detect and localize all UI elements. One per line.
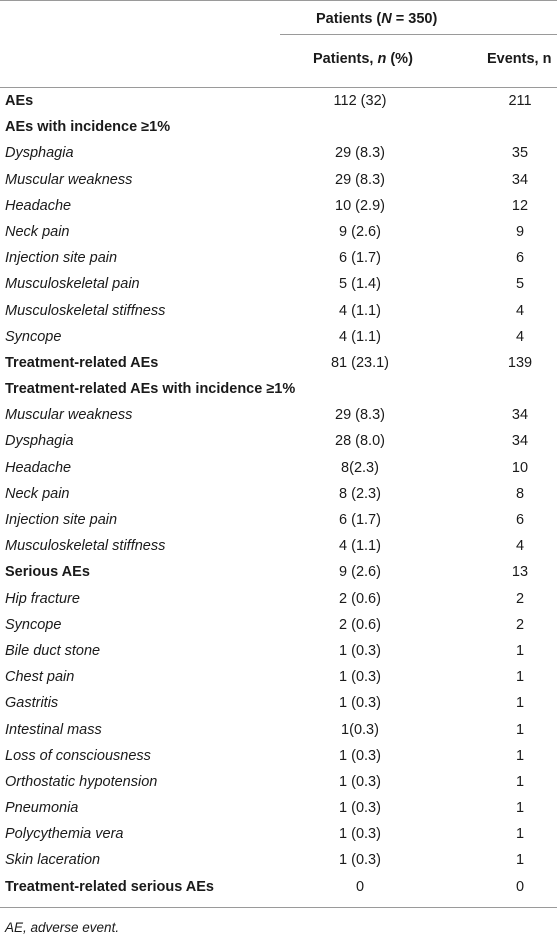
table-row — [0, 428, 557, 454]
row-label: Hip fracture — [5, 590, 80, 607]
patients-group-label: Patients (N = 350) — [316, 11, 438, 27]
row-events-value: 1 — [515, 826, 525, 843]
row-label: AEs — [5, 93, 34, 109]
row-label: Dysphagia — [5, 433, 74, 450]
table-body — [0, 88, 557, 900]
row-patients-value: 81 (23.1) — [330, 354, 390, 371]
row-patients-value: 1 (0.3) — [339, 642, 381, 659]
row-label: Chest pain — [5, 669, 75, 686]
table-row — [0, 481, 557, 507]
row-label: Dysphagia — [5, 145, 74, 162]
row-patients-value: 2 (0.6) — [339, 590, 381, 607]
table-row — [0, 638, 557, 664]
row-patients-value: 4 (1.1) — [339, 302, 381, 319]
row-label: Pneumonia — [5, 800, 79, 817]
row-patients-value: 9 (2.6) — [339, 223, 381, 240]
row-events-value: 8 — [515, 485, 525, 502]
row-label: Musculoskeletal pain — [5, 276, 140, 293]
row-patients-value: 5 (1.4) — [339, 276, 381, 293]
table-row — [0, 769, 557, 795]
row-events-value: 5 — [515, 276, 525, 293]
table-row — [0, 847, 557, 873]
table-footnote: AE, adverse event. — [5, 920, 120, 935]
table-row — [0, 743, 557, 769]
table-row — [0, 455, 557, 481]
row-label: AEs with incidence ≥1% — [5, 119, 171, 136]
row-label: Injection site pain — [5, 512, 118, 528]
table-row — [0, 664, 557, 690]
table-row — [0, 690, 557, 716]
row-label: Bile duct stone — [5, 642, 101, 659]
row-patients-value: 0 — [355, 878, 365, 895]
row-events-value: 13 — [511, 564, 529, 581]
row-label: Neck pain — [5, 485, 70, 502]
row-patients-value: 1 (0.3) — [339, 852, 381, 869]
row-events-value: 4 — [515, 538, 525, 555]
row-patients-value: 29 (8.3) — [335, 145, 385, 162]
row-patients-value: 8(2.3) — [341, 459, 379, 476]
row-events-value: 1 — [515, 721, 525, 738]
row-label: Musculoskeletal stiffness — [5, 538, 166, 555]
row-label: Treatment-related AEs with incidence ≥1% — [5, 381, 296, 398]
row-events-value: 34 — [511, 407, 529, 424]
row-patients-value: 1 (0.3) — [339, 773, 381, 790]
row-events-value: 1 — [515, 669, 525, 686]
row-events-value: 9 — [515, 223, 525, 240]
row-events-value: 1 — [515, 747, 525, 764]
row-label: Neck pain — [5, 223, 70, 240]
row-patients-value: 1 (0.3) — [339, 800, 381, 817]
row-patients-value: 1 (0.3) — [339, 695, 381, 712]
row-label: Muscular weakness — [5, 407, 133, 424]
row-events-value: 34 — [511, 171, 529, 188]
row-label: Treatment-related AEs — [5, 354, 159, 371]
table-row — [0, 245, 557, 271]
table-row — [0, 193, 557, 219]
row-events-value: 1 — [515, 695, 525, 712]
row-events-value: 1 — [515, 773, 525, 790]
row-events-value: 2 — [515, 590, 525, 607]
row-label: Musculoskeletal stiffness — [5, 302, 166, 319]
row-patients-value: 1 (0.3) — [339, 826, 381, 843]
row-events-value: 12 — [511, 197, 529, 214]
row-events-value: 10 — [511, 459, 529, 476]
row-label: Loss of consciousness — [5, 747, 151, 764]
row-label: Treatment-related serious AEs — [5, 878, 214, 895]
row-patients-value: 9 (2.6) — [339, 564, 381, 581]
table-row — [0, 533, 557, 559]
table-row — [0, 114, 557, 140]
row-events-value: 6 — [515, 512, 525, 528]
row-label: Muscular weakness — [5, 171, 133, 188]
table-row — [0, 376, 557, 402]
table-column-header — [0, 34, 557, 87]
row-label: Intestinal mass — [5, 721, 102, 738]
row-patients-value: 1 (0.3) — [339, 669, 381, 686]
row-patients-value: 2 (0.6) — [339, 616, 381, 633]
row-patients-value: 10 (2.9) — [335, 197, 385, 214]
row-patients-value: 4 (1.1) — [339, 328, 381, 345]
row-patients-value: 6 (1.7) — [339, 512, 381, 528]
table-row — [0, 167, 557, 193]
row-events-value: 4 — [515, 302, 525, 319]
table-row — [0, 874, 557, 900]
row-events-value: 1 — [515, 642, 525, 659]
row-patients-value: 112 (32) — [333, 93, 387, 109]
row-events-value: 34 — [511, 433, 529, 450]
row-patients-value: 28 (8.0) — [335, 433, 385, 450]
row-events-value: 0 — [515, 878, 525, 895]
row-events-value: 139 — [507, 354, 533, 371]
table-group-header — [0, 0, 557, 34]
row-events-value: 6 — [515, 250, 525, 267]
row-patients-value: 4 (1.1) — [339, 538, 381, 555]
row-label: Injection site pain — [5, 250, 118, 267]
row-label: Serious AEs — [5, 564, 90, 581]
row-events-value: 35 — [511, 145, 529, 162]
table-row — [0, 350, 557, 376]
table-row — [0, 795, 557, 821]
row-events-value: 211 — [508, 93, 532, 109]
table-row — [0, 717, 557, 743]
table-row — [0, 324, 557, 350]
col-header-patients: Patients, n (%) — [313, 51, 413, 67]
table-row — [0, 140, 557, 166]
row-events-value: 2 — [515, 616, 525, 633]
table-row — [0, 298, 557, 324]
table-row — [0, 88, 557, 114]
row-label: Syncope — [5, 616, 62, 633]
table-row — [0, 612, 557, 638]
row-patients-value: 8 (2.3) — [339, 485, 381, 502]
row-events-value: 1 — [515, 852, 525, 869]
row-label: Headache — [5, 197, 72, 214]
row-patients-value: 1(0.3) — [341, 721, 379, 738]
row-label: Skin laceration — [5, 852, 101, 869]
col-header-events: Events, n — [487, 51, 552, 67]
row-patients-value: 29 (8.3) — [335, 171, 385, 188]
table-bottom-rule — [0, 907, 557, 908]
table-row — [0, 821, 557, 847]
row-events-value: 4 — [515, 328, 525, 345]
row-label: Gastritis — [5, 695, 59, 712]
row-label: Syncope — [5, 328, 62, 345]
table-row — [0, 507, 557, 533]
table-row — [0, 586, 557, 612]
row-patients-value: 29 (8.3) — [335, 407, 385, 424]
row-label: Headache — [5, 459, 72, 476]
table-row — [0, 271, 557, 297]
table-row — [0, 559, 557, 585]
row-label: Polycythemia vera — [5, 826, 124, 843]
table-row — [0, 219, 557, 245]
row-events-value: 1 — [515, 800, 525, 817]
table-row — [0, 402, 557, 428]
row-label: Orthostatic hypotension — [5, 773, 158, 790]
row-patients-value: 1 (0.3) — [339, 747, 381, 764]
row-patients-value: 6 (1.7) — [339, 250, 381, 267]
